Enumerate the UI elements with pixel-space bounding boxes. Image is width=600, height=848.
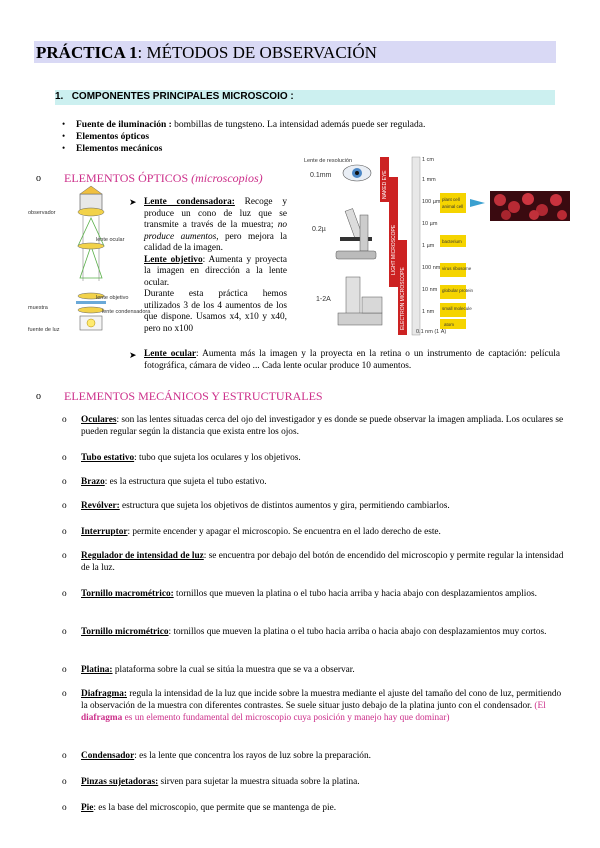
bullet-icon: • <box>62 143 66 153</box>
section1-heading <box>55 91 294 102</box>
item-marker: o <box>62 551 67 561</box>
mechanics-marker: o <box>36 391 41 402</box>
item-text: : permite encender y apagar el microscopio. Se encuentra en el lado derecho de este. <box>127 527 441 537</box>
resolution-title: Lente de resolución <box>304 158 353 164</box>
item-term: Oculares <box>81 415 117 425</box>
item-term: Platina: <box>81 665 113 675</box>
item-marker: o <box>62 501 67 511</box>
res-value: 1-2A <box>316 296 331 303</box>
item-text: estructura que sujeta los objetivos de distintos aumentos y gira, permitiendo cambiarlos. <box>119 501 450 511</box>
bullet-item-mecanicos <box>62 142 162 155</box>
item-term: Diafragma: <box>81 689 127 699</box>
mechanics-heading: ELEMENTOS MECÁNICOS Y ESTRUCTURALES <box>64 389 323 403</box>
bullet-icon: • <box>62 131 66 141</box>
item-term: Interruptor <box>81 527 128 537</box>
item-text: sirven para sujetar la muestra situada sobre la platina. <box>158 777 360 787</box>
note-part: es un elemento fundamental del microscopio cuya posición y manejo hay que dominar) <box>122 713 450 723</box>
label-observador: observador <box>28 210 56 216</box>
ocular-label: Lente ocular <box>144 349 197 359</box>
optical-path-diagram <box>28 186 151 341</box>
item-text: : tornillos que mueven la platina o el tubo hacia arriba o hacia abajo con desplazamientos muy cortos. <box>168 627 547 637</box>
item-label: virus ribosome <box>442 266 472 271</box>
item-text: plataforma sobre la cual se sitúa la muestra que se va a observar. <box>112 665 355 675</box>
item-text: regula la intensidad de la luz que incide sobre la muestra mediante el ajuste del tamaño del cono de luz, permitiendo la observación de la muestra con diferentes contrastes. Se suele situar justo debajo de la platina junto con el condensador. <box>81 689 562 711</box>
objetivo-text: : Aumenta y proyecta la imagen en dirección a la lente ocular. <box>144 254 287 288</box>
box-cells <box>440 193 466 213</box>
item-text: : tubo que sujeta los oculares y los objetivos. <box>134 453 301 463</box>
item-term: Revólver: <box>81 501 120 511</box>
band-label: LIGHT MICROSCOPE <box>391 224 397 275</box>
item-text: : son las lentes situadas cerca del ojo del investigador y es donde se puede observar la imagen ampliada. Los oculares se pueden regular según la distancia que exista entre los ojos. <box>81 415 564 437</box>
item-marker: o <box>62 527 67 537</box>
scale-value: 1 mm <box>422 177 436 183</box>
arrow-icon: ➤ <box>129 197 137 207</box>
item-label: small molecule <box>442 306 472 311</box>
item-term: Tornillo macrométrico: <box>81 589 174 599</box>
label-lente-objetivo: lente objetivo <box>96 295 129 301</box>
bullet-icon: • <box>62 119 66 129</box>
scale-figure <box>300 155 578 340</box>
optics-heading-text: ELEMENTOS ÓPTICOS <box>64 171 189 185</box>
item-term: Brazo <box>81 477 105 487</box>
item-term: Tornillo micrométrico <box>81 627 169 637</box>
item-marker: o <box>62 777 67 787</box>
item-label: animal cell <box>442 204 464 209</box>
scale-value: 10 nm <box>422 287 438 293</box>
light-microscope-icon <box>336 209 376 259</box>
condensadora-label: Lente condensadora: <box>144 197 235 207</box>
label-lente-condensadora: lente condensadora <box>102 309 151 315</box>
note-part: (El <box>534 701 546 711</box>
scale-value: 10 µm <box>422 221 438 227</box>
item-text: : se encuentra por debajo del botón de encendido del microscopio y permite regular la intensidad de la luz. <box>81 551 564 573</box>
label-lente-ocular: lente ocular <box>96 237 125 243</box>
item-label: atom <box>444 322 455 327</box>
item-text: : es la base del microscopio, que permite que se mantenga de pie. <box>93 803 337 813</box>
title-bold: PRÁCTICA 1 <box>36 43 138 62</box>
condensadora-paragraph <box>144 197 287 335</box>
scale-value: 100 µm <box>422 199 441 205</box>
objetivo-label: Lente objetivo <box>144 254 203 265</box>
item-marker: o <box>62 627 67 637</box>
scale-value: 1 µm <box>422 243 435 249</box>
optics-heading <box>64 171 263 186</box>
item-term: Pinzas sujetadoras: <box>81 777 159 787</box>
item-marker: o <box>62 477 67 487</box>
bullet-label: Fuente de iluminación : <box>76 120 172 130</box>
cells-image <box>490 191 570 221</box>
item-label: globular protein <box>442 288 474 293</box>
res-value: 0.2µ <box>312 226 326 233</box>
optics-marker: o <box>36 173 41 184</box>
bullet-label: Elementos mecánicos <box>76 144 163 154</box>
title-rest: : MÉTODOS DE OBSERVACIÓN <box>137 43 377 62</box>
item-marker: o <box>62 453 67 463</box>
optics-heading-italic: (microscopios) <box>191 171 263 185</box>
section1-title: COMPONENTES PRINCIPALES MICROSCOIO : <box>71 91 294 102</box>
note-bold: diafragma <box>81 713 123 723</box>
item-marker: o <box>62 751 67 761</box>
item-term: Tubo estativo <box>81 453 135 463</box>
scale-bar <box>412 157 420 335</box>
item-marker: o <box>62 589 67 599</box>
item-text: : es la lente que concentra los rayos de luz sobre la preparación. <box>134 751 371 761</box>
electron-microscope-icon <box>338 277 382 325</box>
item-marker: o <box>62 689 67 699</box>
page-title <box>36 43 377 63</box>
item-marker: o <box>62 665 67 675</box>
label-muestra: muestra <box>28 305 48 311</box>
item-text: : es la estructura que sujeta el tubo estativo. <box>104 477 267 487</box>
bullet-label: Elementos ópticos <box>76 132 150 142</box>
scale-value: 0.1 nm (1 Å) <box>416 329 447 335</box>
label-fuente-de-luz: fuente de luz <box>28 327 60 333</box>
scale-value: 1 nm <box>422 309 435 315</box>
item-label: plant cell <box>442 197 460 202</box>
section1-number: 1. <box>55 91 64 102</box>
condensadora-text2: , pero mejora la calidad de la imagen. <box>144 231 287 253</box>
item-term: Condensador <box>81 751 135 761</box>
objetivo-extra: Durante esta práctica hemos utilizados 3 de los 4 aumentos de los que dispone. Usamos x4, x10 y x40, pero no x100 <box>144 289 287 334</box>
arrow-icon: ➤ <box>129 350 137 360</box>
item-marker: o <box>62 803 67 813</box>
item-term: Pie <box>81 803 94 813</box>
condensadora-italic: no produce aumentos <box>144 220 287 242</box>
item-text: tornillos que mueven la platina o el tubo hacia arriba y hacia abajo con desplazamientos amplios. <box>173 589 537 599</box>
band-label: ELECTRON MICROSCOPE <box>400 267 406 330</box>
scale-value: 100 nm <box>422 265 441 271</box>
band-label: NAKED EYE <box>382 170 388 199</box>
item-marker: o <box>62 415 67 425</box>
ocular-text: : Aumenta más la imagen y la proyecta en la retina o un instrumento de captación: película fotográfica, cámara de video ... Cada lente ocular produce 10 aumentos. <box>144 349 560 371</box>
bullet-text: bombillas de tungsteno. La intensidad además puede ser regulada. <box>171 120 426 130</box>
scale-value: 1 cm <box>422 157 434 163</box>
ocular-paragraph <box>144 349 560 372</box>
res-value: 0.1mm <box>310 172 332 179</box>
item-label: bacterium <box>442 239 462 244</box>
item-term: Regulador de intensidad de luz <box>81 551 204 561</box>
condensadora-text: Recoge y produce un cono de luz que se transmite a través de la muestra; <box>144 197 287 230</box>
